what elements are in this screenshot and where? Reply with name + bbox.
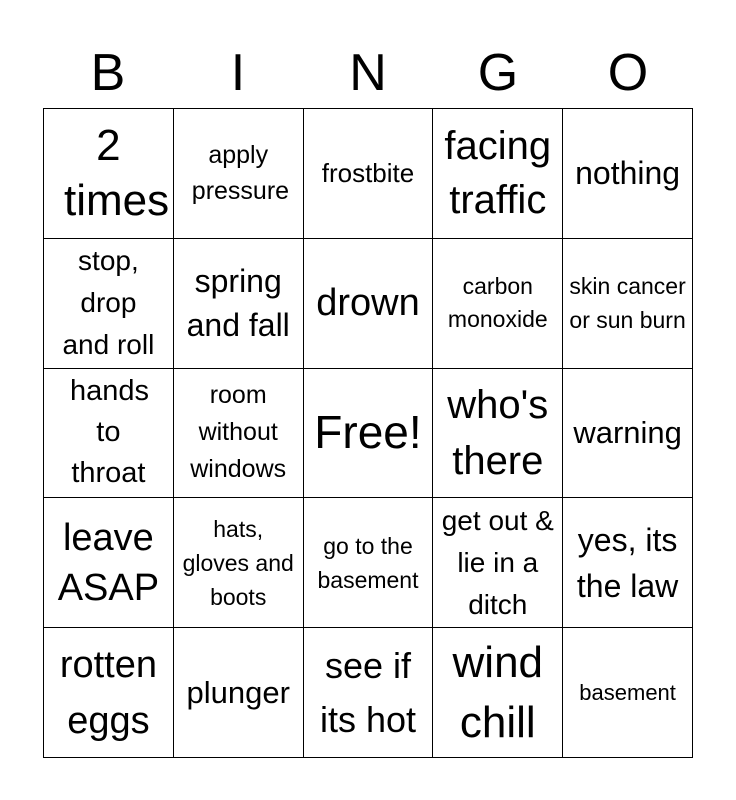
header-letter-n: N xyxy=(349,44,387,102)
bingo-cell[interactable] xyxy=(433,498,563,628)
cell-text: leave ASAP xyxy=(57,516,160,609)
cell-text: Free! xyxy=(314,406,422,459)
bingo-cell[interactable] xyxy=(304,498,434,628)
cell-text: hats, gloves and boots xyxy=(182,515,294,610)
cell-text: skin cancer or sun burn xyxy=(569,273,686,334)
cell-text: facing traffic xyxy=(444,124,552,223)
cell-text: go to the basement xyxy=(317,532,419,593)
header-letter-o: O xyxy=(607,44,649,102)
bingo-cell[interactable] xyxy=(44,498,174,628)
cell-text: yes, its the law xyxy=(576,521,679,604)
bingo-cell[interactable] xyxy=(44,369,174,499)
cell-text: frostbite xyxy=(321,158,415,189)
bingo-cell[interactable] xyxy=(563,369,693,499)
bingo-cell[interactable] xyxy=(174,369,304,499)
cell-text: basement xyxy=(579,679,676,705)
bingo-cell[interactable] xyxy=(304,109,434,239)
bingo-cell[interactable] xyxy=(433,239,563,369)
cell-text: carbon monoxide xyxy=(447,273,548,333)
bingo-cell[interactable] xyxy=(563,498,693,628)
cell-text: who's there xyxy=(447,382,549,483)
bingo-cell[interactable] xyxy=(433,109,563,239)
bingo-header xyxy=(43,38,693,108)
cell-text: wind chill xyxy=(452,637,544,747)
header-letter-g: G xyxy=(477,44,519,102)
bingo-cell[interactable] xyxy=(563,239,693,369)
bingo-cell[interactable] xyxy=(563,628,693,758)
cell-text: apply pressure xyxy=(191,141,290,206)
cell-text: 2 times xyxy=(64,121,170,226)
cell-text: plunger xyxy=(186,675,290,711)
header-letter-b: B xyxy=(90,44,126,102)
cell-text: get out & lie in a ditch xyxy=(441,504,554,620)
bingo-cell[interactable] xyxy=(174,628,304,758)
bingo-cell[interactable] xyxy=(44,109,174,239)
bingo-cell[interactable] xyxy=(44,239,174,369)
cell-text: nothing xyxy=(575,154,681,191)
bingo-cell[interactable] xyxy=(304,239,434,369)
bingo-cell[interactable] xyxy=(304,369,434,499)
cell-text: rotten eggs xyxy=(59,643,157,742)
bingo-cell[interactable] xyxy=(174,498,304,628)
header-letter-i: I xyxy=(230,44,246,102)
cell-text: drown xyxy=(316,282,420,325)
bingo-cell[interactable] xyxy=(433,628,563,758)
bingo-cell[interactable] xyxy=(44,628,174,758)
cell-text: spring and fall xyxy=(186,263,290,344)
bingo-cell[interactable] xyxy=(433,369,563,499)
cell-text: stop, drop and roll xyxy=(62,245,155,361)
bingo-cell[interactable] xyxy=(563,109,693,239)
cell-text: hands to throat xyxy=(70,375,150,490)
bingo-cell[interactable] xyxy=(174,109,304,239)
cell-text: warning xyxy=(573,415,682,451)
bingo-cell[interactable] xyxy=(174,239,304,369)
cell-text: room without windows xyxy=(190,381,287,484)
bingo-cell[interactable] xyxy=(304,628,434,758)
bingo-card xyxy=(43,108,693,758)
cell-text: see if its hot xyxy=(319,644,417,740)
